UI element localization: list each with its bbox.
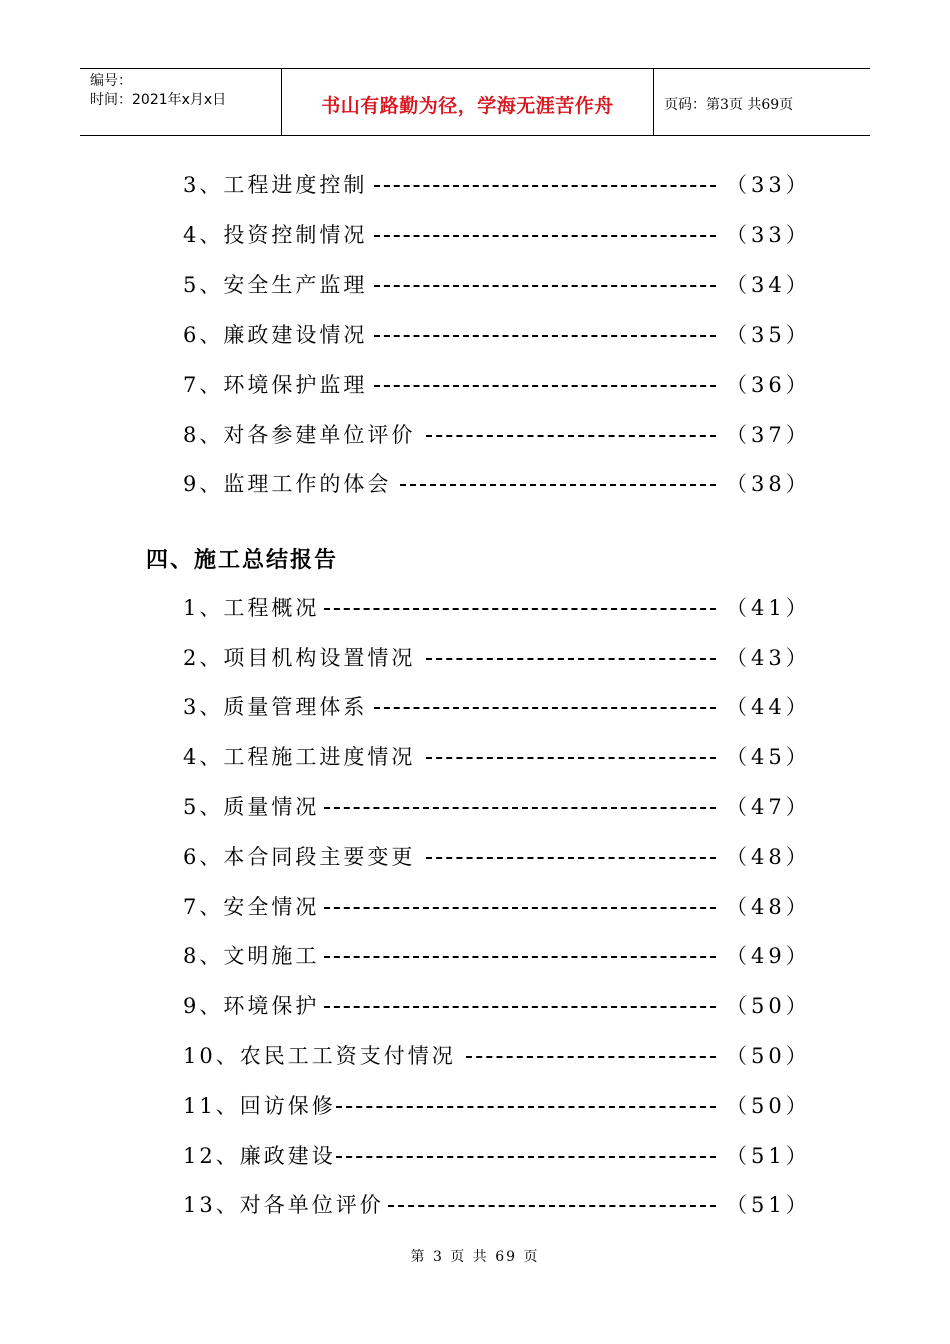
page-footer: 第 3 页 共 69 页 — [410, 1249, 540, 1265]
toc-leader — [374, 185, 716, 187]
toc-entry-label: 10、农民工工资支付情况 — [183, 1044, 456, 1068]
toc-entry-label: 8、对各参建单位评价 — [183, 423, 416, 447]
toc-leader — [374, 335, 716, 337]
toc-leader — [374, 285, 716, 287]
toc-entry-page: （50） — [726, 1044, 811, 1068]
toc-entry-page: （51） — [726, 1144, 811, 1168]
toc-entry-label: 4、投资控制情况 — [183, 223, 368, 247]
toc-leader — [426, 857, 716, 859]
serial-label: 编号： — [90, 73, 132, 89]
toc-entry-page: （49） — [726, 944, 811, 968]
toc-leader — [336, 1106, 716, 1108]
toc-entry-label: 9、监理工作的体会 — [183, 472, 392, 496]
toc-entry-label: 12、廉政建设 — [183, 1144, 336, 1168]
toc-entry-page: （37） — [726, 423, 811, 447]
toc-leader — [400, 484, 716, 486]
toc-leader — [324, 807, 716, 809]
toc-entry-label: 6、廉政建设情况 — [183, 323, 368, 347]
toc-entry-page: （35） — [726, 323, 811, 347]
page-info-text: 页码：第3页 共69页 — [664, 97, 794, 113]
toc-entry[interactable] — [0, 370, 950, 400]
toc-entry-page: （45） — [726, 745, 811, 769]
toc-leader — [426, 435, 716, 437]
toc-entry[interactable] — [0, 1091, 950, 1121]
toc-entry-label: 11、回访保修 — [183, 1094, 336, 1118]
toc-entry-page: （34） — [726, 273, 811, 297]
toc-entry-label: 13、对各单位评价 — [183, 1193, 384, 1217]
toc-entry-label: 2、项目机构设置情况 — [183, 646, 416, 670]
motto-text: 书山有路勤为径，学海无涯苦作舟 — [321, 94, 614, 117]
toc-entry-page: （38） — [726, 472, 811, 496]
toc-entry[interactable] — [0, 792, 950, 822]
toc-entry[interactable] — [0, 220, 950, 250]
toc-leader — [324, 608, 716, 610]
toc-leader — [324, 907, 716, 909]
toc-entry-label: 4、工程施工进度情况 — [183, 745, 416, 769]
toc-entry[interactable] — [0, 742, 950, 772]
toc-entry-label: 8、文明施工 — [183, 944, 320, 968]
toc-entry[interactable] — [0, 692, 950, 722]
toc-entry-label: 5、安全生产监理 — [183, 273, 368, 297]
toc-leader — [426, 757, 716, 759]
header-motto — [282, 69, 654, 135]
header-page-info — [654, 69, 870, 135]
toc-entry-page: （51） — [726, 1193, 811, 1217]
toc-entry-page: （47） — [726, 795, 811, 819]
header-meta — [80, 69, 282, 135]
toc-leader — [374, 385, 716, 387]
toc-entry-label: 7、环境保护监理 — [183, 373, 368, 397]
toc-entry-label: 9、环境保护 — [183, 994, 320, 1018]
toc-entry-page: （48） — [726, 845, 811, 869]
toc-entry[interactable] — [0, 1041, 950, 1071]
time-label: 时间：2021年x月x日 — [90, 92, 227, 108]
toc-leader — [336, 1156, 716, 1158]
toc-leader — [388, 1205, 716, 1207]
toc-leader — [426, 658, 716, 660]
toc-entry-label: 7、安全情况 — [183, 895, 320, 919]
toc-entry[interactable] — [0, 1141, 950, 1171]
toc-entry-label: 5、质量情况 — [183, 795, 320, 819]
toc-entry[interactable] — [0, 320, 950, 350]
toc-leader — [324, 956, 716, 958]
toc-leader — [374, 707, 716, 709]
toc-entry-page: （50） — [726, 994, 811, 1018]
toc-entry[interactable] — [0, 941, 950, 971]
toc-entry-page: （50） — [726, 1094, 811, 1118]
toc-entry[interactable] — [0, 842, 950, 872]
toc-entry-label: 1、工程概况 — [183, 596, 320, 620]
section-heading: 四、施工总结报告 — [146, 548, 339, 573]
toc-entry[interactable] — [0, 420, 950, 450]
toc-leader — [374, 235, 716, 237]
toc-entry-page: （33） — [726, 223, 811, 247]
toc-entry-page: （44） — [726, 695, 811, 719]
toc-entry-label: 3、质量管理体系 — [183, 695, 368, 719]
toc-entry-label: 3、工程进度控制 — [183, 173, 368, 197]
toc-entry[interactable] — [0, 270, 950, 300]
toc-entry[interactable] — [0, 170, 950, 200]
page-header — [80, 68, 870, 136]
toc-entry[interactable] — [0, 991, 950, 1021]
toc-entry-page: （36） — [726, 373, 811, 397]
toc-entry-page: （41） — [726, 596, 811, 620]
toc-entry-page: （48） — [726, 895, 811, 919]
toc-entry-page: （43） — [726, 646, 811, 670]
toc-entry-page: （33） — [726, 173, 811, 197]
toc-entry[interactable] — [0, 593, 950, 623]
toc-leader — [466, 1056, 716, 1058]
toc-entry-label: 6、本合同段主要变更 — [183, 845, 416, 869]
toc-leader — [324, 1006, 716, 1008]
toc-entry[interactable] — [0, 1190, 950, 1220]
toc-entry[interactable] — [0, 469, 950, 499]
toc-entry[interactable] — [0, 892, 950, 922]
toc-entry[interactable] — [0, 643, 950, 673]
